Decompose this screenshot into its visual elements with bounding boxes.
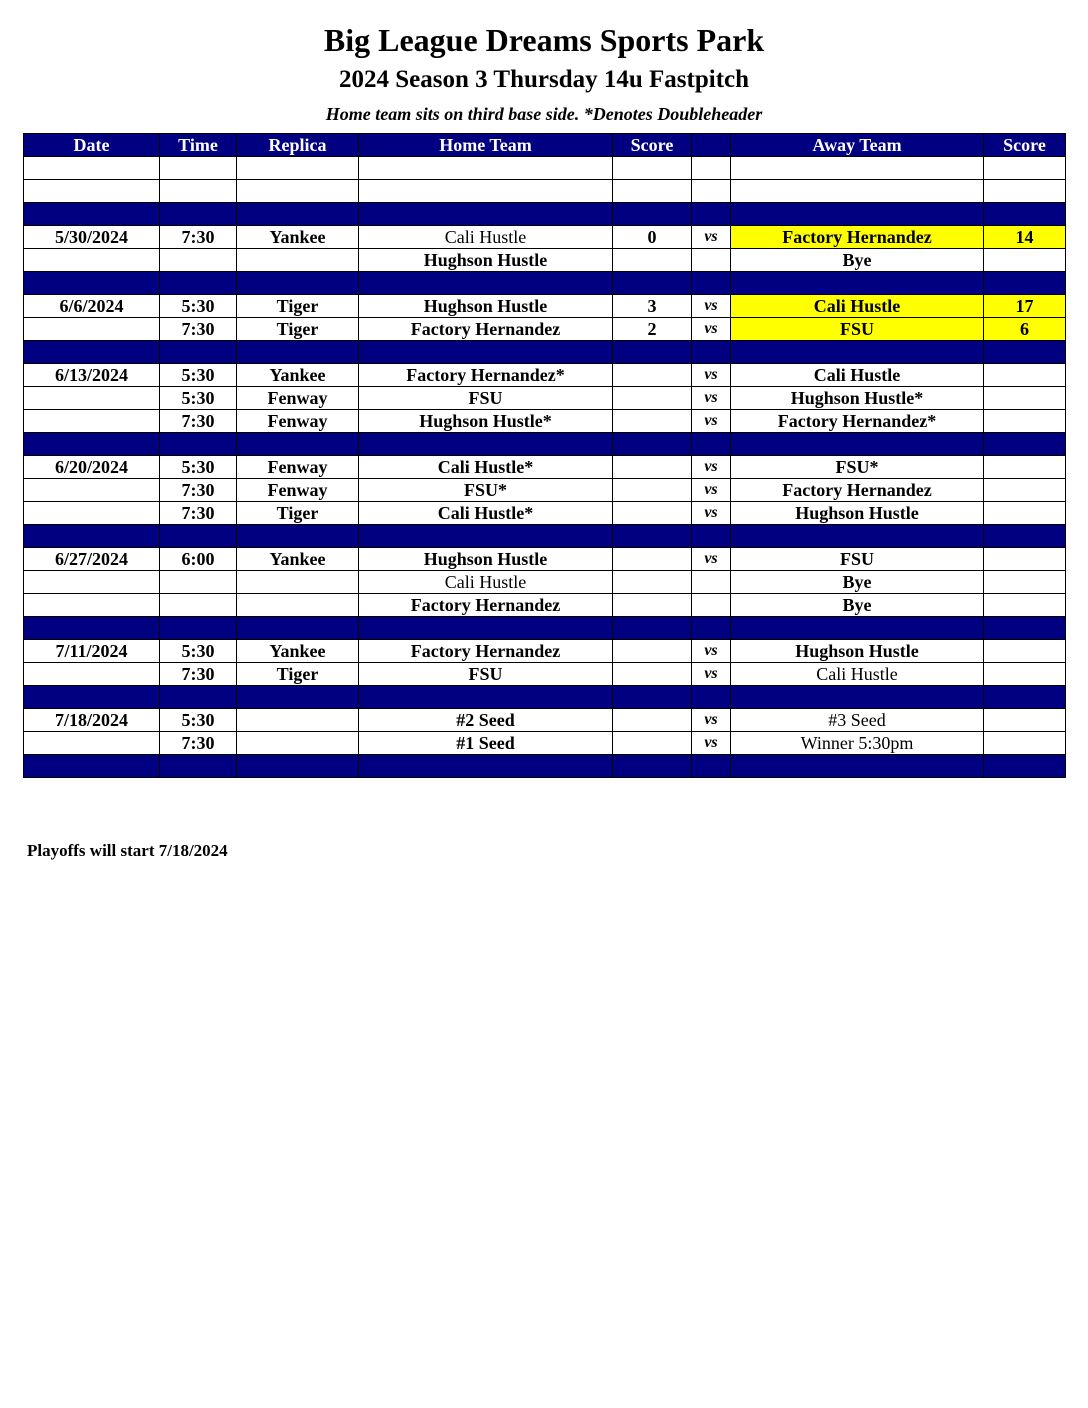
cell-date: 6/27/2024: [24, 548, 160, 571]
cell-away-score: [984, 709, 1066, 732]
cell-away-score: [984, 686, 1066, 709]
cell-home-score: [613, 157, 692, 180]
game-row: [24, 410, 1066, 433]
cell-away-team: Factory Hernandez: [731, 479, 984, 502]
cell-away-score: 14: [984, 226, 1066, 249]
cell-vs: [692, 686, 731, 709]
separator-row: [24, 203, 1066, 226]
cell-vs: [692, 180, 731, 203]
cell-away-score: [984, 272, 1066, 295]
cell-away-score: [984, 640, 1066, 663]
cell-home-team: [359, 755, 613, 778]
cell-away-score: [984, 249, 1066, 272]
cell-home-team: [359, 203, 613, 226]
page-note: Home team sits on third base side. *Denotes Doubleheader: [325, 104, 763, 124]
cell-vs: vs: [692, 709, 731, 732]
cell-time: 5:30: [160, 456, 237, 479]
cell-home-team: Hughson Hustle: [359, 548, 613, 571]
cell-vs: vs: [692, 387, 731, 410]
game-row: [24, 226, 1066, 249]
cell-vs: vs: [692, 548, 731, 571]
cell-home-team: [359, 433, 613, 456]
cell-vs: [692, 341, 731, 364]
separator-row: [24, 755, 1066, 778]
blank-row: [24, 180, 1066, 203]
cell-date: [24, 686, 160, 709]
cell-replica: [237, 571, 359, 594]
cell-time: 5:30: [160, 387, 237, 410]
cell-home-score: [613, 594, 692, 617]
cell-away-team: FSU: [731, 318, 984, 341]
cell-replica: [237, 203, 359, 226]
cell-away-team: [731, 617, 984, 640]
cell-home-score: [613, 686, 692, 709]
cell-home-score: [613, 433, 692, 456]
cell-time: [160, 341, 237, 364]
cell-away-score: [984, 203, 1066, 226]
cell-home-team: Hughson Hustle*: [359, 410, 613, 433]
cell-replica: [237, 686, 359, 709]
cell-away-score: [984, 617, 1066, 640]
cell-vs: [692, 157, 731, 180]
game-row: [24, 502, 1066, 525]
cell-vs: vs: [692, 364, 731, 387]
cell-home-team: Hughson Hustle: [359, 295, 613, 318]
game-row: [24, 295, 1066, 318]
cell-away-score: [984, 387, 1066, 410]
header-row: [24, 134, 1066, 157]
cell-time: [160, 157, 237, 180]
cell-home-team: Factory Hernandez: [359, 640, 613, 663]
cell-time: [160, 272, 237, 295]
game-row: [24, 249, 1066, 272]
cell-time: 7:30: [160, 479, 237, 502]
cell-home-team: Factory Hernandez*: [359, 364, 613, 387]
cell-away-team: [731, 157, 984, 180]
col-header-away-score: Score: [984, 134, 1066, 157]
col-header-time: Time: [160, 134, 237, 157]
cell-home-team: Factory Hernandez: [359, 594, 613, 617]
cell-replica: Yankee: [237, 364, 359, 387]
cell-replica: [237, 180, 359, 203]
cell-date: 6/20/2024: [24, 456, 160, 479]
cell-away-score: 17: [984, 295, 1066, 318]
cell-time: 6:00: [160, 548, 237, 571]
cell-away-team: Cali Hustle: [731, 295, 984, 318]
cell-replica: Yankee: [237, 640, 359, 663]
cell-home-team: [359, 617, 613, 640]
cell-replica: [237, 594, 359, 617]
cell-away-team: Bye: [731, 571, 984, 594]
cell-away-team: Winner 5:30pm: [731, 732, 984, 755]
cell-date: [24, 203, 160, 226]
cell-home-team: FSU*: [359, 479, 613, 502]
cell-time: 5:30: [160, 295, 237, 318]
separator-row: [24, 525, 1066, 548]
cell-home-score: [613, 663, 692, 686]
cell-vs: vs: [692, 640, 731, 663]
game-row: [24, 571, 1066, 594]
cell-replica: Fenway: [237, 479, 359, 502]
cell-vs: vs: [692, 663, 731, 686]
cell-vs: [692, 249, 731, 272]
cell-home-team: [359, 180, 613, 203]
cell-time: [160, 180, 237, 203]
cell-home-score: [613, 272, 692, 295]
cell-replica: Tiger: [237, 663, 359, 686]
cell-date: [24, 249, 160, 272]
cell-away-team: Factory Hernandez*: [731, 410, 984, 433]
cell-vs: vs: [692, 295, 731, 318]
cell-away-team: [731, 686, 984, 709]
cell-replica: [237, 272, 359, 295]
cell-home-score: [613, 410, 692, 433]
cell-home-team: Cali Hustle*: [359, 456, 613, 479]
game-row: [24, 732, 1066, 755]
cell-home-score: [613, 502, 692, 525]
cell-home-score: [613, 548, 692, 571]
game-row: [24, 548, 1066, 571]
cell-vs: vs: [692, 456, 731, 479]
cell-away-team: [731, 203, 984, 226]
cell-home-team: [359, 686, 613, 709]
cell-away-score: [984, 157, 1066, 180]
cell-away-team: [731, 755, 984, 778]
cell-away-team: Hughson Hustle: [731, 502, 984, 525]
cell-away-score: [984, 525, 1066, 548]
separator-row: [24, 341, 1066, 364]
cell-away-team: [731, 525, 984, 548]
cell-time: [160, 525, 237, 548]
cell-home-team: [359, 341, 613, 364]
cell-away-team: [731, 272, 984, 295]
cell-date: [24, 272, 160, 295]
cell-away-score: [984, 341, 1066, 364]
cell-home-score: [613, 364, 692, 387]
cell-away-score: [984, 479, 1066, 502]
cell-vs: vs: [692, 410, 731, 433]
cell-replica: Tiger: [237, 318, 359, 341]
game-row: [24, 387, 1066, 410]
cell-home-score: [613, 617, 692, 640]
cell-date: [24, 594, 160, 617]
cell-date: [24, 571, 160, 594]
cell-home-score: 0: [613, 226, 692, 249]
cell-time: 5:30: [160, 709, 237, 732]
cell-time: [160, 203, 237, 226]
cell-home-team: Hughson Hustle: [359, 249, 613, 272]
cell-vs: vs: [692, 502, 731, 525]
cell-time: 7:30: [160, 502, 237, 525]
cell-date: [24, 410, 160, 433]
cell-replica: [237, 732, 359, 755]
cell-time: 7:30: [160, 226, 237, 249]
cell-date: 7/18/2024: [24, 709, 160, 732]
page-subtitle: 2024 Season 3 Thursday 14u Fastpitch: [338, 66, 750, 93]
cell-away-team: [731, 180, 984, 203]
cell-date: [24, 318, 160, 341]
cell-away-score: [984, 755, 1066, 778]
cell-vs: vs: [692, 479, 731, 502]
cell-home-score: [613, 479, 692, 502]
schedule-table: [23, 133, 1066, 778]
cell-home-team: [359, 157, 613, 180]
cell-away-team: Factory Hernandez: [731, 226, 984, 249]
cell-date: 6/13/2024: [24, 364, 160, 387]
cell-home-team: [359, 272, 613, 295]
cell-date: [24, 663, 160, 686]
cell-time: [160, 433, 237, 456]
col-header-away-team: Away Team: [731, 134, 984, 157]
cell-home-score: 2: [613, 318, 692, 341]
cell-home-score: [613, 709, 692, 732]
cell-replica: Fenway: [237, 456, 359, 479]
separator-row: [24, 433, 1066, 456]
separator-row: [24, 617, 1066, 640]
game-row: [24, 456, 1066, 479]
footnote: Playoffs will start 7/18/2024: [27, 841, 228, 860]
cell-away-team: Hughson Hustle*: [731, 387, 984, 410]
game-row: [24, 479, 1066, 502]
cell-vs: [692, 272, 731, 295]
game-row: [24, 640, 1066, 663]
game-row: [24, 318, 1066, 341]
cell-replica: [237, 157, 359, 180]
cell-vs: vs: [692, 226, 731, 249]
cell-home-team: #1 Seed: [359, 732, 613, 755]
cell-date: 6/6/2024: [24, 295, 160, 318]
cell-away-team: [731, 433, 984, 456]
schedule-body: [24, 157, 1066, 778]
cell-date: [24, 479, 160, 502]
cell-date: [24, 157, 160, 180]
cell-replica: [237, 755, 359, 778]
game-row: [24, 364, 1066, 387]
cell-vs: [692, 594, 731, 617]
cell-home-score: [613, 525, 692, 548]
cell-home-score: [613, 249, 692, 272]
cell-time: [160, 617, 237, 640]
cell-home-team: #2 Seed: [359, 709, 613, 732]
cell-replica: [237, 249, 359, 272]
col-header-replica: Replica: [237, 134, 359, 157]
cell-home-score: [613, 640, 692, 663]
cell-away-team: Bye: [731, 594, 984, 617]
game-row: [24, 663, 1066, 686]
cell-time: [160, 686, 237, 709]
page-title: Big League Dreams Sports Park: [323, 22, 765, 58]
cell-time: 7:30: [160, 732, 237, 755]
game-row: [24, 594, 1066, 617]
cell-date: [24, 341, 160, 364]
cell-date: [24, 433, 160, 456]
cell-home-team: FSU: [359, 663, 613, 686]
col-header-home-team: Home Team: [359, 134, 613, 157]
cell-time: [160, 249, 237, 272]
cell-time: 7:30: [160, 410, 237, 433]
game-row: [24, 709, 1066, 732]
cell-home-score: [613, 456, 692, 479]
cell-away-team: Bye: [731, 249, 984, 272]
cell-away-team: [731, 341, 984, 364]
cell-home-score: [613, 755, 692, 778]
cell-vs: [692, 755, 731, 778]
cell-date: [24, 732, 160, 755]
cell-time: 5:30: [160, 640, 237, 663]
cell-date: 5/30/2024: [24, 226, 160, 249]
cell-away-score: [984, 456, 1066, 479]
cell-vs: vs: [692, 732, 731, 755]
cell-away-score: [984, 502, 1066, 525]
separator-row: [24, 272, 1066, 295]
col-header-home-score: Score: [613, 134, 692, 157]
cell-away-team: #3 Seed: [731, 709, 984, 732]
cell-replica: [237, 525, 359, 548]
cell-time: 5:30: [160, 364, 237, 387]
cell-home-team: Cali Hustle*: [359, 502, 613, 525]
cell-replica: [237, 617, 359, 640]
cell-vs: [692, 433, 731, 456]
cell-replica: Fenway: [237, 387, 359, 410]
cell-vs: [692, 617, 731, 640]
cell-away-score: [984, 364, 1066, 387]
cell-replica: Tiger: [237, 502, 359, 525]
cell-home-score: [613, 732, 692, 755]
cell-vs: vs: [692, 318, 731, 341]
col-header-vs: [692, 134, 731, 157]
cell-replica: Fenway: [237, 410, 359, 433]
blank-row: [24, 157, 1066, 180]
cell-time: [160, 571, 237, 594]
col-header-date: Date: [24, 134, 160, 157]
cell-date: [24, 502, 160, 525]
cell-away-score: [984, 571, 1066, 594]
cell-home-team: FSU: [359, 387, 613, 410]
cell-replica: [237, 341, 359, 364]
cell-vs: [692, 525, 731, 548]
cell-replica: Yankee: [237, 548, 359, 571]
cell-away-team: FSU: [731, 548, 984, 571]
cell-vs: [692, 571, 731, 594]
cell-home-score: [613, 387, 692, 410]
cell-date: [24, 180, 160, 203]
cell-away-team: Cali Hustle: [731, 364, 984, 387]
cell-home-team: Cali Hustle: [359, 571, 613, 594]
cell-away-score: [984, 594, 1066, 617]
cell-home-score: [613, 341, 692, 364]
cell-home-score: [613, 571, 692, 594]
cell-away-score: [984, 663, 1066, 686]
cell-home-team: Cali Hustle: [359, 226, 613, 249]
cell-replica: Tiger: [237, 295, 359, 318]
cell-date: [24, 525, 160, 548]
cell-away-score: [984, 548, 1066, 571]
cell-vs: [692, 203, 731, 226]
cell-away-team: FSU*: [731, 456, 984, 479]
cell-home-score: [613, 180, 692, 203]
cell-away-score: 6: [984, 318, 1066, 341]
cell-time: 7:30: [160, 663, 237, 686]
cell-away-team: Cali Hustle: [731, 663, 984, 686]
cell-date: [24, 755, 160, 778]
cell-away-score: [984, 410, 1066, 433]
cell-replica: [237, 433, 359, 456]
cell-time: [160, 594, 237, 617]
cell-away-score: [984, 180, 1066, 203]
cell-away-team: Hughson Hustle: [731, 640, 984, 663]
cell-time: 7:30: [160, 318, 237, 341]
cell-replica: [237, 709, 359, 732]
cell-date: [24, 617, 160, 640]
cell-home-team: [359, 525, 613, 548]
cell-away-score: [984, 433, 1066, 456]
cell-home-score: 3: [613, 295, 692, 318]
cell-home-team: Factory Hernandez: [359, 318, 613, 341]
cell-home-score: [613, 203, 692, 226]
cell-time: [160, 755, 237, 778]
separator-row: [24, 686, 1066, 709]
cell-date: [24, 387, 160, 410]
cell-away-score: [984, 732, 1066, 755]
cell-replica: Yankee: [237, 226, 359, 249]
cell-date: 7/11/2024: [24, 640, 160, 663]
